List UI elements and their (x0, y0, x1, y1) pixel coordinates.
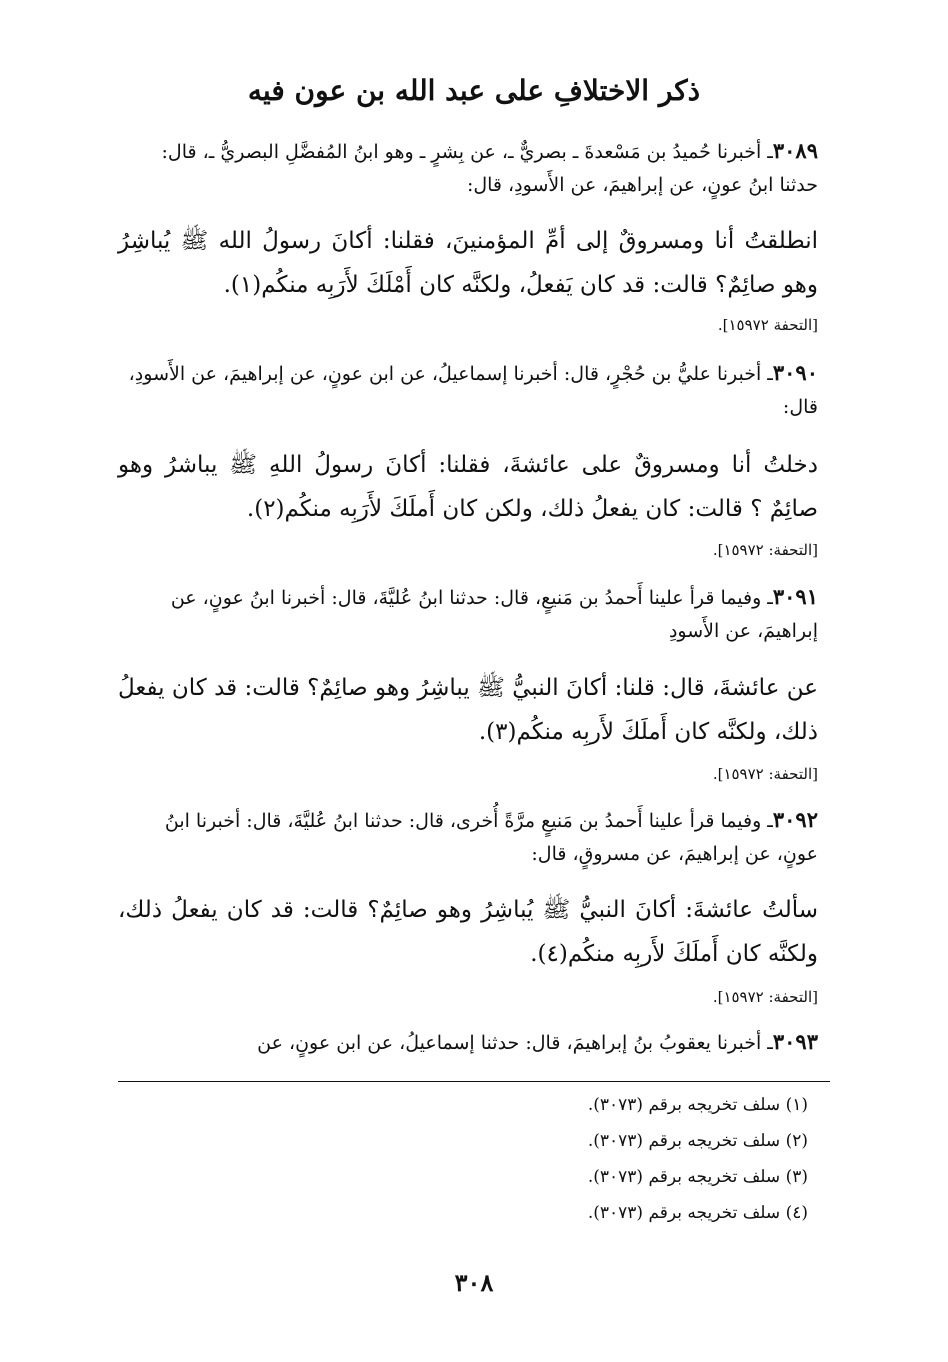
footnote-4: (٤) سلف تخريجه برقم (٣٠٧٣). (587, 1203, 808, 1223)
hadith-3090-isnad (118, 356, 818, 424)
hadith-3090-matn: دخلتُ أنا ومسروقٌ على عائشةَ، فقلنا: أكانَ رسولُ اللهِ ﷺ يباشرُ وهو صائِمٌ ؟ قالت: كان يفعلُ ذلك، ولكن كان أَملَكَ لأَرَبِه منكُم(٢). (118, 452, 818, 522)
isnad-text: ـ أخبرنا يعقوبُ بنُ إبراهيمَ، قال: حدثنا إسماعيلُ، عن ابن عونٍ، عن (257, 1032, 773, 1054)
hadith-3089-isnad (118, 134, 818, 202)
hadith-3092-matn: سألتُ عائشةَ: أكانَ النبيُّ ﷺ يُباشِرُ وهو صائِمٌ؟ قالت: قد كان يفعلُ ذلك، ولكنَّه كان أَملَكَ لأَربِه منكُم(٤). (118, 897, 818, 967)
hadith-3092-isnad (118, 803, 818, 871)
footnote-separator (118, 1081, 830, 1082)
hadith-number: ٣٠٩٠ (772, 360, 818, 385)
isnad-text: ـ وفيما قرأ علينا أَحمدُ بن مَنيعٍ مرَّةً أُخرى، قال: حدثنا ابنُ عُليَّةَ، قال: أخبرنا ابنُ عونٍ، عن إبراهيمَ، عن مسروقٍ، قال: (164, 810, 818, 865)
hadith-3091-isnad (118, 580, 818, 648)
tuhfa-reference: [التحفة: ١٥٩٧٢]. (712, 765, 818, 783)
hadith-number: ٣٠٩٣ (772, 1029, 818, 1054)
hadith-number: ٣٠٨٩ (772, 138, 818, 163)
page-number: ٣٠٨ (454, 1268, 494, 1297)
tuhfa-reference: [التحفة ١٥٩٧٢]. (717, 316, 818, 334)
section-title: ذكر الاختلافِ على عبد الله بن عون فيه (247, 74, 701, 107)
hadith-3089-matn: انطلقتُ أنا ومسروقٌ إلى أمِّ المؤمنينَ، فقلنا: أكانَ رسولُ الله ﷺ يُباشِرُ وهو صائِمٌ؟ قالت: قد كان يَفعلُ، ولكنَّه كان أَمْلَكَ لأَرَبِه منكُم(١). (118, 228, 818, 298)
hadith-number: ٣٠٩٢ (772, 807, 818, 832)
tuhfa-reference: [التحفة: ١٥٩٧٢]. (712, 541, 818, 559)
hadith-3093-isnad (118, 1025, 818, 1060)
tuhfa-reference: [التحفة: ١٥٩٧٢]. (712, 988, 818, 1006)
isnad-text: ـ أخبرنا عليُّ بن حُجْرٍ، قال: أخبرنا إسماعيلُ، عن ابن عونٍ، عن إبراهيمَ، عن الأَسودِ، قال: (128, 363, 818, 418)
footnote-1: (١) سلف تخريجه برقم (٣٠٧٣). (587, 1095, 808, 1115)
footnote-3: (٣) سلف تخريجه برقم (٣٠٧٣). (587, 1167, 808, 1187)
hadith-3091-matn: عن عائشةَ، قال: قلنا: أكانَ النبيُّ ﷺ يباشِرُ وهو صائِمٌ؟ قالت: قد كان يفعلُ ذلك، ولكنَّه كان أَملَكَ لأَربِه منكُم(٣). (118, 675, 818, 745)
hadith-number: ٣٠٩١ (772, 584, 818, 609)
isnad-text: ـ أخبرنا حُميدُ بن مَسْعدةَ ـ بصريٌّ ـ، عن بِشرٍ ـ وهو ابنُ المُفضَّلِ البصريُّ ـ، قال: حدثنا ابنُ عونٍ، عن إبراهيمَ، عن الأَسودِ، قال: (161, 141, 818, 196)
footnote-2: (٢) سلف تخريجه برقم (٣٠٧٣). (587, 1131, 808, 1151)
isnad-text: ـ وفيما قرأ علينا أَحمدُ بن مَنيعٍ، قال: حدثنا ابنُ عُليَّةَ، قال: أخبرنا ابنُ عونٍ، عن إبراهيمَ، عن الأَسودِ (170, 587, 818, 642)
